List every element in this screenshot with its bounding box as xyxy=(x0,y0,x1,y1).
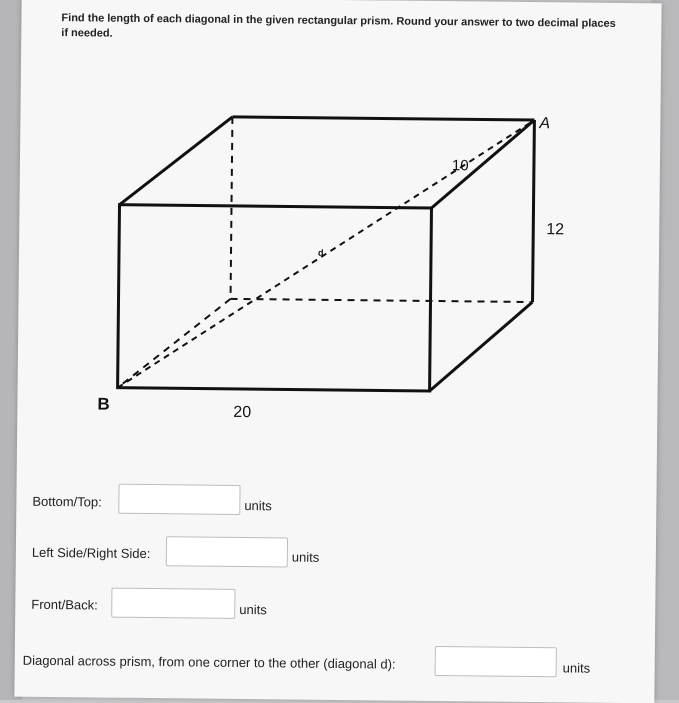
left-right-side-units: units xyxy=(291,549,320,565)
bottom-top-units: units xyxy=(244,498,272,514)
top-right-depth-edge xyxy=(431,119,534,209)
hidden-back-bottom-edge xyxy=(231,299,531,302)
front-back-label: Front/Back: xyxy=(31,596,98,613)
space-diagonal-question-label: Diagonal across prism, from one corner to the other (diagonal d): xyxy=(22,652,396,672)
hidden-back-left-edge xyxy=(231,117,233,299)
front-face xyxy=(118,205,432,391)
left-right-side-input[interactable] xyxy=(166,536,288,567)
vertex-b-label: B xyxy=(97,394,110,414)
diagonal-d-label: d xyxy=(317,247,324,258)
space-diagonal-units: units xyxy=(562,660,591,676)
hidden-left-depth-edge xyxy=(118,298,231,389)
bottom-top-input[interactable] xyxy=(118,484,240,515)
bottom-top-label: Bottom/Top: xyxy=(32,493,102,510)
width-label: 20 xyxy=(233,403,252,422)
front-back-input[interactable] xyxy=(111,588,235,619)
space-diagonal-input[interactable] xyxy=(435,646,557,677)
vertex-a-label: A xyxy=(539,115,551,133)
depth-label: 10 xyxy=(451,157,469,175)
top-back-edge xyxy=(232,117,534,120)
left-right-side-label: Left Side/Right Side: xyxy=(31,544,151,562)
height-label: 12 xyxy=(546,221,565,239)
bottom-right-depth-edge xyxy=(430,301,533,392)
top-left-depth-edge xyxy=(120,116,233,206)
rectangular-prism-figure xyxy=(17,0,662,453)
instructions-text: Find the length of each diagonal in the given rectangular prism. Round your answer to two decimal places if needed. xyxy=(61,12,616,40)
back-right-edge xyxy=(533,120,535,302)
front-back-units: units xyxy=(239,601,267,618)
worksheet-page xyxy=(14,0,661,703)
